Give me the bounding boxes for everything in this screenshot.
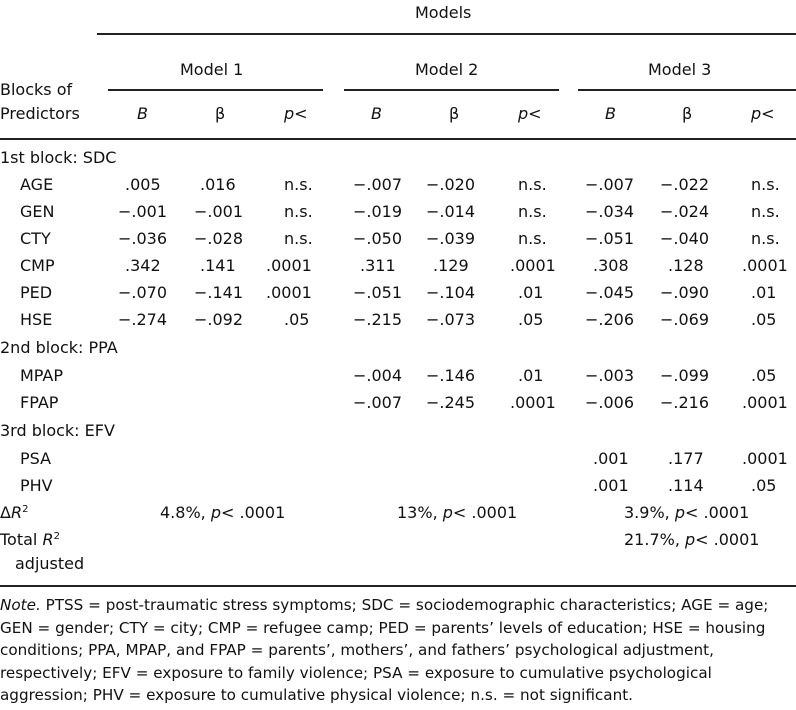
delta-r2-model-3: 3.9%, p< .0001 bbox=[624, 503, 750, 522]
table-cell: n.s. bbox=[751, 229, 780, 248]
table-cell: −.069 bbox=[660, 310, 710, 329]
table-cell: −.003 bbox=[585, 366, 635, 385]
table-cell: .342 bbox=[125, 256, 161, 275]
table-cell: .005 bbox=[125, 175, 161, 194]
table-cell: .308 bbox=[593, 256, 629, 275]
table-cell: −.007 bbox=[353, 175, 403, 194]
table-cell: −.141 bbox=[194, 283, 244, 302]
table-cell: −.051 bbox=[353, 283, 403, 302]
m2-b-header: B bbox=[371, 104, 382, 123]
table-cell: −.073 bbox=[426, 310, 476, 329]
row-label-fpap: FPAP bbox=[20, 393, 59, 412]
m2-beta-header: β bbox=[449, 104, 460, 123]
table-cell: .001 bbox=[593, 449, 629, 468]
table-cell: n.s. bbox=[284, 175, 313, 194]
block-label-ppa: 2nd block: PPA bbox=[0, 338, 118, 357]
table-cell: .177 bbox=[668, 449, 704, 468]
model-1-rule bbox=[108, 89, 323, 91]
block-label-sdc: 1st block: SDC bbox=[0, 148, 117, 167]
table-cell: −.001 bbox=[118, 202, 168, 221]
delta-r2-model-2: 13%, p< .0001 bbox=[397, 503, 518, 522]
table-cell: −.099 bbox=[660, 366, 710, 385]
table-cell: n.s. bbox=[518, 229, 547, 248]
model-1-header: Model 1 bbox=[180, 60, 244, 79]
table-cell: n.s. bbox=[751, 202, 780, 221]
table-cell: .0001 bbox=[510, 256, 556, 275]
table-cell: −.004 bbox=[353, 366, 403, 385]
table-cell: .01 bbox=[751, 283, 777, 302]
table-cell: .0001 bbox=[510, 393, 556, 412]
table-cell: .05 bbox=[284, 310, 310, 329]
m1-b-header: B bbox=[137, 104, 148, 123]
table-cell: .141 bbox=[200, 256, 236, 275]
block-label-efv: 3rd block: EFV bbox=[0, 421, 115, 440]
header-bottom-rule bbox=[0, 138, 796, 140]
table-cell: −.146 bbox=[426, 366, 476, 385]
row-label-ped: PED bbox=[20, 283, 53, 302]
table-cell: −.104 bbox=[426, 283, 476, 302]
row-label-cmp: CMP bbox=[20, 256, 55, 275]
table-cell: −.028 bbox=[194, 229, 244, 248]
note-prefix: Note. bbox=[0, 596, 41, 614]
stub-header-line1: Blocks of bbox=[0, 80, 73, 99]
row-label-mpap: MPAP bbox=[20, 366, 64, 385]
table-cell: .0001 bbox=[266, 256, 312, 275]
table-cell: −.274 bbox=[118, 310, 168, 329]
table-cell: −.006 bbox=[585, 393, 635, 412]
table-cell: −.050 bbox=[353, 229, 403, 248]
model-2-header: Model 2 bbox=[415, 60, 479, 79]
table-cell: n.s. bbox=[751, 175, 780, 194]
table-cell: −.040 bbox=[660, 229, 710, 248]
table-cell: −.051 bbox=[585, 229, 635, 248]
table-cell: −.014 bbox=[426, 202, 476, 221]
table-cell: .001 bbox=[593, 476, 629, 495]
table-cell: −.007 bbox=[353, 393, 403, 412]
table-cell: −.206 bbox=[585, 310, 635, 329]
table-cell: .05 bbox=[751, 476, 777, 495]
row-label-phv: PHV bbox=[20, 476, 53, 495]
model-3-rule bbox=[578, 89, 796, 91]
delta-r2-model-1: 4.8%, p< .0001 bbox=[160, 503, 286, 522]
row-label-psa: PSA bbox=[20, 449, 52, 468]
table-cell: −.001 bbox=[194, 202, 244, 221]
delta-r2-label: $\Delta R^2$ bbox=[0, 503, 29, 522]
table-cell: −.024 bbox=[660, 202, 710, 221]
table-cell: n.s. bbox=[284, 229, 313, 248]
table-cell: .311 bbox=[360, 256, 396, 275]
table-cell: .0001 bbox=[742, 393, 788, 412]
table-cell: .05 bbox=[751, 366, 777, 385]
table-cell: −.036 bbox=[118, 229, 168, 248]
models-header: Models bbox=[415, 3, 472, 22]
table-cell: −.092 bbox=[194, 310, 244, 329]
table-cell: −.216 bbox=[660, 393, 710, 412]
table-cell: −.039 bbox=[426, 229, 476, 248]
table-cell: .0001 bbox=[266, 283, 312, 302]
m3-beta-header: β bbox=[682, 104, 693, 123]
row-label-age: AGE bbox=[20, 175, 54, 194]
stub-header-line2: Predictors bbox=[0, 104, 80, 123]
total-r2-label-line2: adjusted bbox=[15, 554, 85, 573]
row-label-gen: GEN bbox=[20, 202, 55, 221]
table-cell: −.022 bbox=[660, 175, 710, 194]
table-cell: −.020 bbox=[426, 175, 476, 194]
row-label-cty: CTY bbox=[20, 229, 51, 248]
total-r2-label-line1: Total $R^2$ bbox=[0, 530, 60, 549]
table-cell: .0001 bbox=[742, 256, 788, 275]
table-cell: .114 bbox=[668, 476, 704, 495]
m1-beta-header: β bbox=[215, 104, 226, 123]
model-2-rule bbox=[344, 89, 559, 91]
table-cell: .05 bbox=[751, 310, 777, 329]
table-bottom-rule bbox=[0, 585, 796, 587]
table-cell: .016 bbox=[200, 175, 236, 194]
table-cell: n.s. bbox=[284, 202, 313, 221]
table-cell: .129 bbox=[433, 256, 469, 275]
m3-b-header: B bbox=[605, 104, 616, 123]
table-cell: −.045 bbox=[585, 283, 635, 302]
m2-p-header: p< bbox=[518, 104, 542, 123]
table-note bbox=[0, 594, 793, 707]
table-cell: n.s. bbox=[518, 175, 547, 194]
table-cell: −.070 bbox=[118, 283, 168, 302]
total-r2-value: 21.7%, p< .0001 bbox=[624, 530, 760, 549]
m3-p-header: p< bbox=[751, 104, 775, 123]
table-cell: .01 bbox=[518, 283, 544, 302]
table-cell: .0001 bbox=[742, 449, 788, 468]
table-cell: .05 bbox=[518, 310, 544, 329]
models-rule bbox=[97, 33, 796, 35]
row-label-hse: HSE bbox=[20, 310, 53, 329]
table-cell: .128 bbox=[668, 256, 704, 275]
table-cell: −.019 bbox=[353, 202, 403, 221]
note-body: PTSS = post-traumatic stress symptoms; SDC = sociodemographic characteristics; AGE = age; GEN = gender; CTY = city; CMP = refugee camp; PED = parents’ levels of education; HSE = housing conditions; PPA, MPAP, and FPAP = parents’, mothers’, and fathers’ psychological adjustment, respectively; EFV = exposure to family violence; PSA = exposure to cumulative psychological aggression; PHV = exposure to cumulative physical violence; n.s. = not significant. bbox=[0, 596, 769, 704]
model-3-header: Model 3 bbox=[648, 60, 712, 79]
table-cell: .01 bbox=[518, 366, 544, 385]
table-cell: −.215 bbox=[353, 310, 403, 329]
table-cell: n.s. bbox=[518, 202, 547, 221]
m1-p-header: p< bbox=[284, 104, 308, 123]
table-cell: −.007 bbox=[585, 175, 635, 194]
table-cell: −.034 bbox=[585, 202, 635, 221]
table-cell: −.245 bbox=[426, 393, 476, 412]
table-cell: −.090 bbox=[660, 283, 710, 302]
